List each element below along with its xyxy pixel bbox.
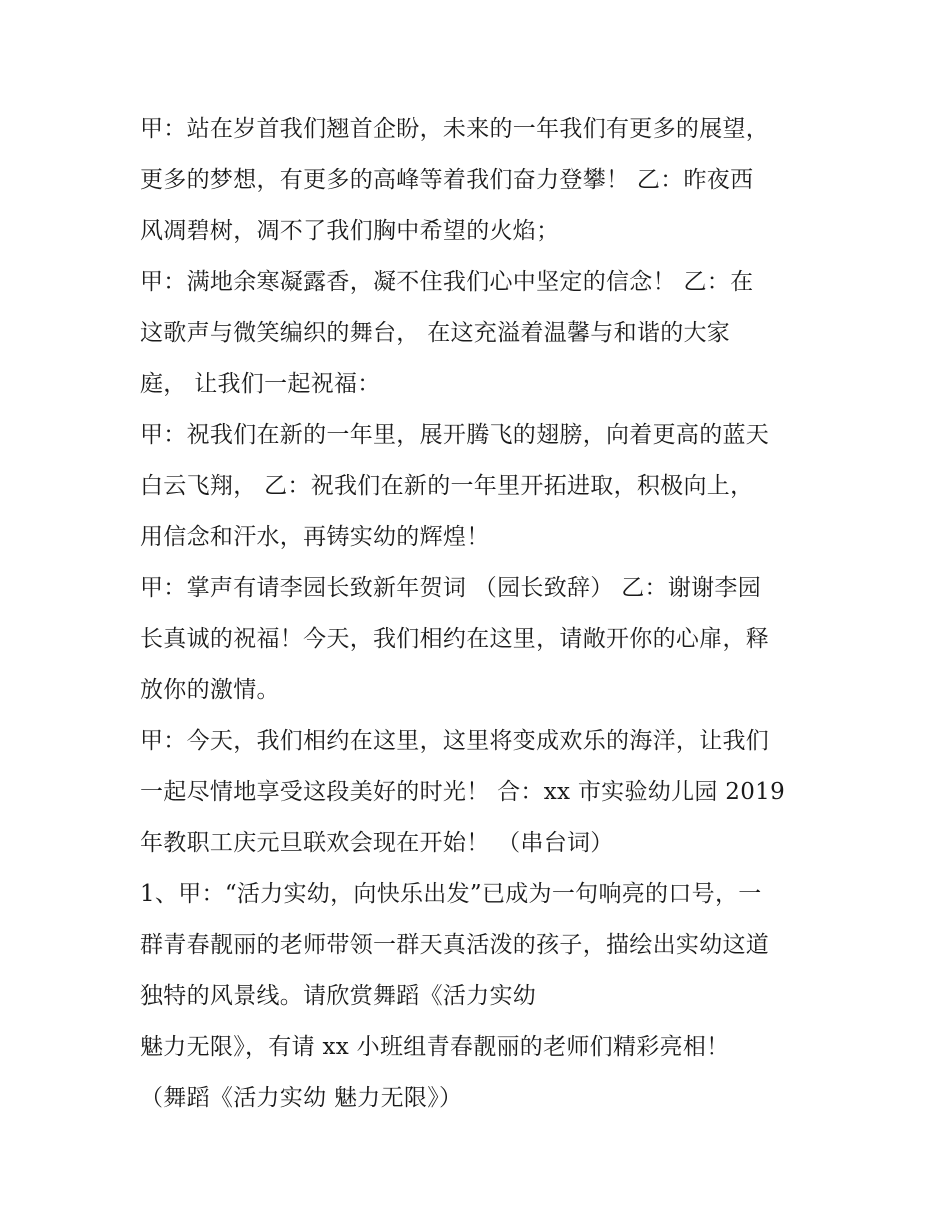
text-line: 甲：站在岁首我们翘首企盼，未来的一年我们有更多的展望， <box>140 116 770 142</box>
text-line: 魅力无限》，有请 xx 小班组青春靓丽的老师们精彩亮相！ <box>140 1034 730 1060</box>
text-line: 群青春靓丽的老师带领一群天真活泼的孩子，描绘出实幼这道 <box>140 932 770 958</box>
text-line: 年教职工庆元旦联欢会现在开始！ （串台词） <box>140 830 614 856</box>
text-line: （舞蹈《活力实幼 魅力无限》） <box>140 1085 463 1111</box>
text-line: 甲：满地余寒凝露香，凝不住我们心中坚定的信念！ 乙：在 <box>140 269 754 295</box>
text-line: 更多的梦想，有更多的高峰等着我们奋力登攀！ 乙：昨夜西 <box>140 167 754 193</box>
text-line: 风凋碧树，凋不了我们胸中希望的火焰； <box>140 218 560 244</box>
text-line: 长真诚的祝福！今天，我们相约在这里，请敞开你的心扉，释 <box>140 626 770 652</box>
text-line: 放你的激情。 <box>140 677 280 703</box>
text-line: 这歌声与微笑编织的舞台， 在这充溢着温馨与和谐的大家 <box>140 320 731 346</box>
text-line: 甲：祝我们在新的一年里，展开腾飞的翅膀，向着更高的蓝天 <box>140 422 770 448</box>
text-line: 甲：今天，我们相约在这里，这里将变成欢乐的海洋，让我们 <box>140 728 770 754</box>
text-line: 甲：掌声有请李园长致新年贺词 （园长致辞） 乙：谢谢李园 <box>140 575 762 601</box>
text-line: 独特的风景线。请欣赏舞蹈《活力实幼 <box>140 983 537 1009</box>
text-line: 白云飞翔， 乙：祝我们在新的一年里开拓进取，积极向上， <box>140 473 754 499</box>
text-line: 庭， 让我们一起祝福： <box>140 371 381 397</box>
text-line: 用信念和汗水，再铸实幼的辉煌！ <box>140 524 490 550</box>
document-body <box>140 104 830 1124</box>
text-line: 1、甲：“活力实幼，向快乐出发”已成为一句响亮的口号，一 <box>140 881 762 907</box>
text-line: 一起尽情地享受这段美好的时光！ 合：xx 市实验幼儿园 2019 <box>140 779 786 805</box>
